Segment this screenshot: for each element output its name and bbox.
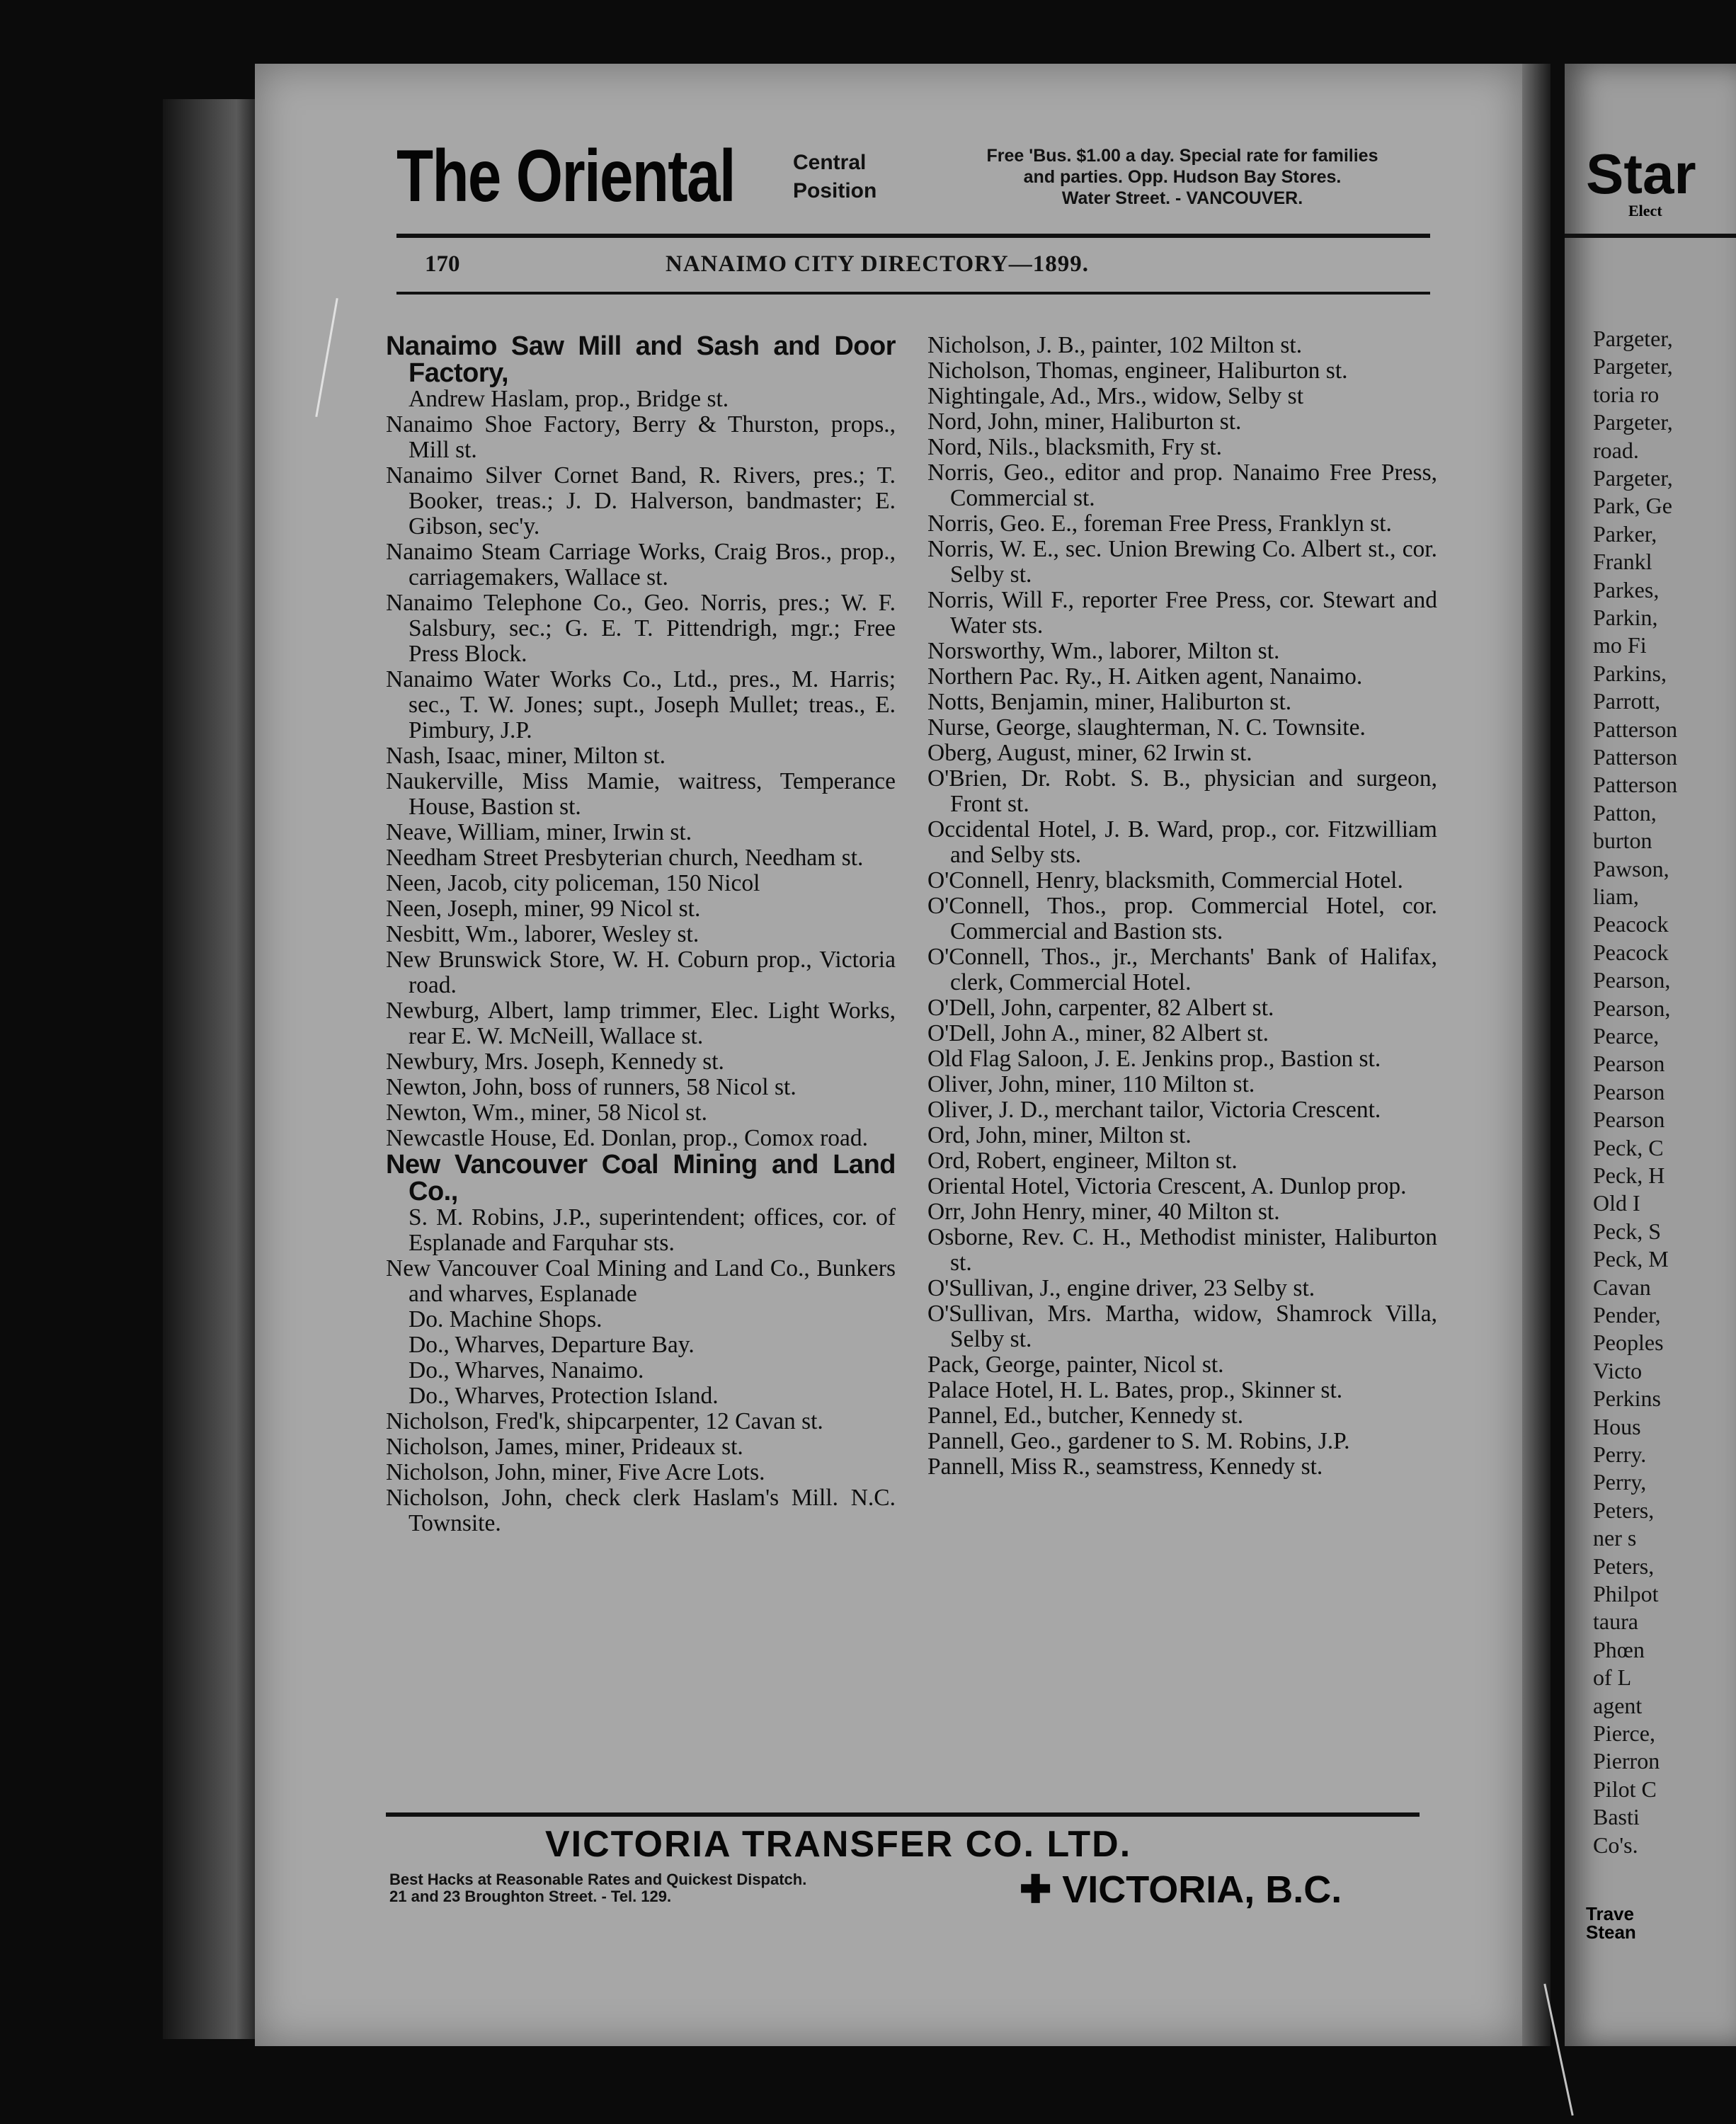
adjacent-line: Pearson, <box>1593 967 1671 993</box>
directory-entry: Nanaimo Shoe Factory, Berry & Thurston, props., Mill st. <box>386 411 896 463</box>
right-column <box>927 333 1437 1480</box>
directory-entry: O'Connell, Henry, blacksmith, Commercial Hotel. <box>927 867 1403 893</box>
adjacent-line: Pargeter, <box>1593 409 1673 435</box>
adjacent-line: burton <box>1593 828 1652 854</box>
adjacent-line: Phœn <box>1593 1636 1645 1662</box>
page-edge <box>1522 64 1551 2046</box>
adjacent-line: agent <box>1593 1692 1643 1718</box>
footer-advertisement <box>389 1816 1423 1922</box>
details-line: Free 'Bus. $1.00 a day. Special rate for families <box>986 146 1378 166</box>
directory-entry: Nord, John, miner, Haliburton st. <box>927 409 1242 435</box>
directory-entry: Nash, Isaac, miner, Milton st. <box>386 743 666 769</box>
adjacent-footer-line: Trave <box>1586 1903 1634 1924</box>
directory-entry: Nicholson, J. B., painter, 102 Milton st. <box>927 332 1303 358</box>
adjacent-line: Peters, <box>1593 1553 1655 1579</box>
footer-city: ✚ VICTORIA, B.C. <box>1020 1868 1342 1911</box>
directory-entry: S. M. Robins, J.P., superintendent; offices, cor. of Esplanade and Farquhar sts. <box>409 1204 896 1256</box>
running-head-rule <box>396 292 1430 295</box>
adjacent-line: Patterson <box>1593 772 1678 798</box>
directory-entry: Nightingale, Ad., Mrs., widow, Selby st <box>927 383 1304 409</box>
position-line: Central <box>793 151 867 174</box>
directory-entry: Oriental Hotel, Victoria Crescent, A. Dunlop prop. <box>927 1173 1407 1199</box>
directory-entry: Pack, George, painter, Nicol st. <box>927 1352 1224 1378</box>
directory-entry: Nord, Nils., blacksmith, Fry st. <box>927 434 1222 460</box>
adjacent-rule <box>1565 234 1736 238</box>
directory-entry: Oliver, John, miner, 110 Milton st. <box>927 1071 1255 1097</box>
directory-entry: New Vancouver Coal Mining and Land Co., Bunkers and wharves, Esplanade <box>386 1255 896 1307</box>
adjacent-line: Hous <box>1593 1413 1641 1439</box>
adjacent-line: Peck, H <box>1593 1163 1665 1188</box>
directory-entry: Neen, Joseph, miner, 99 Nicol st. <box>386 896 701 922</box>
directory-entry: Nicholson, Fred'k, shipcarpenter, 12 Cavan st. <box>386 1408 823 1434</box>
directory-entry: Do., Wharves, Protection Island. <box>409 1383 719 1409</box>
directory-entry: Osborne, Rev. C. H., Methodist minister, Haliburton st. <box>927 1224 1437 1276</box>
directory-entry: O'Brien, Dr. Robt. S. B., physician and surgeon, Front st. <box>927 765 1437 817</box>
adjacent-line: road. <box>1593 437 1639 463</box>
adjacent-line: Peck, C <box>1593 1134 1664 1160</box>
directory-entry: Pannell, Miss R., seamstress, Kennedy st. <box>927 1454 1323 1480</box>
advertiser-name: The Oriental <box>396 135 735 217</box>
directory-entry: Newton, Wm., miner, 58 Nicol st. <box>386 1100 707 1126</box>
adjacent-line: Parkes, <box>1593 576 1660 603</box>
adjacent-line: Parkins, <box>1593 660 1667 686</box>
adjacent-line: Peacock <box>1593 939 1669 965</box>
directory-entry: Norris, Will F., reporter Free Press, cor. Stewart and Water sts. <box>927 587 1437 639</box>
directory-entry: Orr, John Henry, miner, 40 Milton st. <box>927 1199 1280 1225</box>
directory-entry: Newbury, Mrs. Joseph, Kennedy st. <box>386 1049 724 1075</box>
directory-entry: Andrew Haslam, prop., Bridge st. <box>409 386 729 412</box>
header-advertisement <box>396 135 1430 227</box>
adjacent-header-fragment: Star <box>1586 142 1696 205</box>
page-number: 170 <box>425 251 460 277</box>
directory-entry: Needham Street Presbyterian church, Needham st. <box>386 845 864 871</box>
directory-entry: O'Dell, John, carpenter, 82 Albert st. <box>927 995 1274 1021</box>
adjacent-line: Peck, S <box>1593 1218 1661 1244</box>
adjacent-line: Pearson <box>1593 1078 1665 1104</box>
directory-entry: Nicholson, James, miner, Prideaux st. <box>386 1434 743 1460</box>
adjacent-line: Cavan <box>1593 1274 1651 1300</box>
directory-entry: Nanaimo Steam Carriage Works, Craig Bros., prop., carriagemakers, Wallace st. <box>386 539 896 590</box>
details-line: and parties. Opp. Hudson Bay Stores. <box>1023 167 1342 187</box>
adjacent-line: Parker, <box>1593 520 1657 547</box>
directory-entry: Palace Hotel, H. L. Bates, prop., Skinner st. <box>927 1377 1343 1403</box>
adjacent-line: Philpot <box>1593 1581 1659 1606</box>
directory-entry: Oliver, J. D., merchant tailor, Victoria Crescent. <box>927 1097 1381 1123</box>
directory-entry: Norris, Geo., editor and prop. Nanaimo Free Press, Commercial st. <box>927 459 1437 511</box>
adjacent-line: Old I <box>1593 1190 1640 1216</box>
directory-section-heading: New Vancouver Coal Mining and Land Co., <box>386 1150 896 1206</box>
adjacent-line: Peters, <box>1593 1497 1655 1523</box>
directory-entry: Nicholson, John, miner, Five Acre Lots. <box>386 1459 765 1485</box>
adjacent-line: Peoples <box>1593 1330 1664 1356</box>
book-spine <box>163 99 255 2039</box>
adjacent-line: Perkins <box>1593 1386 1661 1412</box>
position-line: Position <box>793 179 877 202</box>
adjacent-line: Patton, <box>1593 799 1657 826</box>
directory-entry: Pannell, Geo., gardener to S. M. Robins, J.P. <box>927 1428 1350 1454</box>
directory-entry: Do., Wharves, Nanaimo. <box>409 1357 644 1383</box>
adjacent-line: Pearson <box>1593 1107 1665 1133</box>
adjacent-line: Pierron <box>1593 1748 1660 1774</box>
adjacent-line: Patterson <box>1593 716 1678 742</box>
adjacent-line: Frankl <box>1593 549 1652 575</box>
tagline-line: 21 and 23 Broughton Street. - Tel. 129. <box>389 1888 672 1905</box>
directory-entry: Nicholson, John, check clerk Haslam's Mill. N.C. Townsite. <box>386 1485 896 1536</box>
adjacent-line: Pearson <box>1593 1051 1665 1077</box>
left-column <box>386 333 896 1536</box>
directory-entry: Nanaimo Telephone Co., Geo. Norris, pres.; W. F. Salsbury, sec.; G. E. T. Pittendrigh, mgr.; Free Press Block. <box>386 590 896 667</box>
adjacent-line: Pender, <box>1593 1302 1661 1328</box>
directory-entry: Nicholson, Thomas, engineer, Haliburton st. <box>927 358 1348 384</box>
directory-entry: O'Sullivan, Mrs. Martha, widow, Shamrock Villa, Selby st. <box>927 1301 1437 1352</box>
advertiser-details <box>927 145 1437 209</box>
directory-entry: Nanaimo Silver Cornet Band, R. Rivers, pres.; T. Booker, treas.; J. D. Halverson, bandmaster; E. Gibson, sec'y. <box>386 462 896 539</box>
adjacent-line: Pearce, <box>1593 1023 1660 1049</box>
header-rule <box>396 234 1430 238</box>
adjacent-footer <box>1586 1905 1636 1941</box>
adjacent-line: toria ro <box>1593 381 1660 407</box>
footer-tagline <box>389 1871 806 1905</box>
adjacent-line: Parkin, <box>1593 605 1658 630</box>
adjacent-line: Co's. <box>1593 1832 1638 1858</box>
advertiser-position <box>793 149 876 205</box>
directory-entry: O'Connell, Thos., prop. Commercial Hotel, cor. Commercial and Bastion sts. <box>927 893 1437 944</box>
directory-section-heading: Nanaimo Saw Mill and Sash and Door Factory, <box>386 331 896 388</box>
directory-entry: Northern Pac. Ry., H. Aitken agent, Nanaimo. <box>927 663 1363 690</box>
adjacent-line: Pargeter, <box>1593 353 1673 379</box>
adjacent-line: Park, Ge <box>1593 493 1672 519</box>
directory-entry: Notts, Benjamin, miner, Haliburton st. <box>927 689 1292 715</box>
directory-entry: Norsworthy, Wm., laborer, Milton st. <box>927 638 1280 664</box>
directory-entry: Nurse, George, slaughterman, N. C. Townsite. <box>927 714 1366 741</box>
adjacent-line: Victo <box>1593 1357 1643 1383</box>
adjacent-line: Perry, <box>1593 1469 1647 1495</box>
adjacent-line: Pawson, <box>1593 855 1669 881</box>
adjacent-line: Peck, M <box>1593 1246 1669 1272</box>
adjacent-line: ner s <box>1593 1525 1637 1551</box>
adjacent-line: Patterson <box>1593 744 1678 770</box>
directory-entry: Do., Wharves, Departure Bay. <box>409 1332 695 1358</box>
adjacent-line: liam, <box>1593 884 1639 909</box>
adjacent-line: Perry. <box>1593 1441 1647 1467</box>
directory-title: NANAIMO CITY DIRECTORY—1899. <box>666 251 1089 277</box>
directory-entry: O'Dell, John A., miner, 82 Albert st. <box>927 1020 1269 1046</box>
directory-entry: Nanaimo Water Works Co., Ltd., pres., M. Harris; sec., T. W. Jones; supt., Joseph Mullet; treas., E. Pimbury, J.P. <box>386 666 896 743</box>
directory-entry: O'Connell, Thos., jr., Merchants' Bank of Halifax, clerk, Commercial Hotel. <box>927 944 1437 995</box>
adjacent-line: Parrott, <box>1593 688 1661 714</box>
adjacent-line: Pearson, <box>1593 995 1671 1021</box>
adjacent-line: mo Fi <box>1593 632 1647 658</box>
adjacent-line: Pierce, <box>1593 1720 1655 1746</box>
directory-entry: Oberg, August, miner, 62 Irwin st. <box>927 740 1252 766</box>
adjacent-line: taura <box>1593 1609 1638 1635</box>
directory-entry: Norris, W. E., sec. Union Brewing Co. Albert st., cor. Selby st. <box>927 536 1437 588</box>
directory-entry: Pannel, Ed., butcher, Kennedy st. <box>927 1403 1244 1429</box>
adjacent-line: of L <box>1593 1665 1632 1691</box>
directory-entry: Ord, Robert, engineer, Milton st. <box>927 1148 1238 1174</box>
running-head <box>425 251 1423 287</box>
directory-entry: Do. Machine Shops. <box>409 1306 603 1332</box>
footer-advertiser-name: VICTORIA TRANSFER CO. LTD. <box>545 1824 1132 1865</box>
directory-entry: Occidental Hotel, J. B. Ward, prop., cor. Fitzwilliam and Selby sts. <box>927 816 1437 868</box>
directory-entry: Newcastle House, Ed. Donlan, prop., Comox road. <box>386 1125 869 1151</box>
directory-entry: Old Flag Saloon, J. E. Jenkins prop., Bastion st. <box>927 1046 1381 1072</box>
directory-entry: Nesbitt, Wm., laborer, Wesley st. <box>386 921 699 947</box>
adjacent-subheader-fragment: Elect <box>1628 202 1662 219</box>
directory-entry: New Brunswick Store, W. H. Coburn prop., Victoria road. <box>386 947 896 998</box>
directory-entry: Ord, John, miner, Milton st. <box>927 1122 1192 1148</box>
directory-entry: O'Sullivan, J., engine driver, 23 Selby st. <box>927 1275 1315 1301</box>
adjacent-line: Pargeter, <box>1593 326 1673 351</box>
directory-entry: Norris, Geo. E., foreman Free Press, Franklyn st. <box>927 510 1392 537</box>
adjacent-page <box>1565 64 1736 2046</box>
directory-entry: Naukerville, Miss Mamie, waitress, Temperance House, Bastion st. <box>386 768 896 820</box>
details-line: Water Street. - VANCOUVER. <box>1061 188 1303 208</box>
adjacent-line: Basti <box>1593 1804 1640 1830</box>
adjacent-line: Peacock <box>1593 911 1669 937</box>
directory-entry: Newton, John, boss of runners, 58 Nicol st. <box>386 1074 796 1100</box>
adjacent-line: Pilot C <box>1593 1776 1657 1802</box>
directory-entry: Neave, William, miner, Irwin st. <box>386 819 692 845</box>
directory-entry: Newburg, Albert, lamp trimmer, Elec. Light Works, rear E. W. McNeill, Wallace st. <box>386 998 896 1049</box>
adjacent-line: Pargeter, <box>1593 465 1673 491</box>
adjacent-footer-line: Stean <box>1586 1922 1636 1943</box>
tagline-line: Best Hacks at Reasonable Rates and Quickest Dispatch. <box>389 1871 807 1888</box>
directory-entry: Neen, Jacob, city policeman, 150 Nicol <box>386 870 760 896</box>
